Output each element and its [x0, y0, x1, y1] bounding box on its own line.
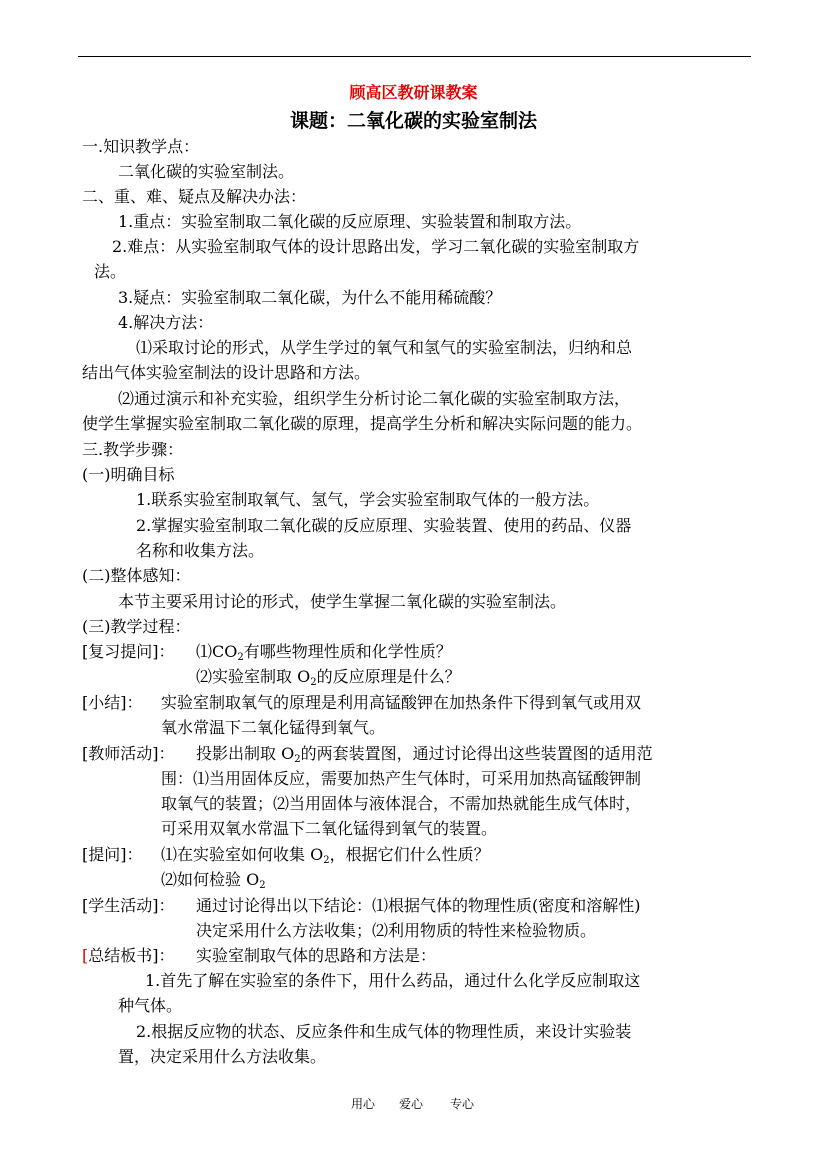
- teacher-activity-line-4: 可采用双氧水常温下二氧化锰得到氧气的装置。: [161, 819, 498, 838]
- goal-2-line-2: 名称和收集方法。: [136, 541, 265, 560]
- solution-1-line-1: ⑴采取讨论的形式，从学生学过的氧气和氢气的实验室制法，归纳和总: [136, 338, 633, 357]
- difficult-point-line-1: 2.难点：从实验室制取气体的设计思路出发，学习二氧化碳的实验室制取方: [112, 237, 640, 256]
- difficult-point-line-2: 法。: [94, 262, 127, 281]
- teacher-activity-line-2: 围：⑴当用固体反应，需要加热产生气体时，可采用加热高锰酸钾制: [161, 769, 642, 788]
- ask-question-2: ⑵如何检验 $O_2$: [161, 870, 266, 891]
- goal-2-line-1: 2.掌握实验室制取二氧化碳的反应原理、实验装置、使用的药品、仪器: [136, 516, 632, 535]
- summary-tag: [小结]：: [82, 693, 143, 712]
- section-1-heading: 一.知识教学点：: [82, 137, 200, 156]
- header-rule: [78, 56, 751, 57]
- solution-heading: 4.解决方法：: [118, 313, 214, 332]
- student-activity-line-2: 决定采用什么方法收集；⑵利用物质的特性来检验物质。: [196, 921, 597, 940]
- teacher-activity-tag: [教师活动]：: [82, 744, 175, 763]
- ask-tag: [提问]：: [82, 845, 143, 864]
- review-question-1: $⑴CO_2$有哪些物理性质和化学性质？: [196, 642, 452, 663]
- goal-1: 1.联系实验室制取氧气、氢气，学会实验室制取气体的一般方法。: [136, 490, 600, 509]
- overview-body: 本节主要采用讨论的形式，使学生掌握二氧化碳的实验室制法。: [118, 592, 567, 611]
- solution-2-line-1: ⑵通过演示和补充实验，组织学生分析讨论二氧化碳的实验室制取方法，: [118, 389, 631, 408]
- teacher-activity-line-1: 投影出制取 $O_2$的两套装置图，通过讨论得出这些装置图的适用范: [196, 744, 653, 765]
- section-1-body: 二氧化碳的实验室制法。: [118, 162, 295, 181]
- board-summary-body: 实验室制取气体的思路和方法是：: [196, 946, 437, 965]
- footer-word-2: 爱心: [399, 1097, 424, 1111]
- footer-word-1: 用心: [351, 1097, 376, 1111]
- review-tag: [复习提问]：: [82, 642, 175, 661]
- board-item-1-line-2: 种气体。: [118, 996, 183, 1015]
- summary-line-2: 氧水常温下二氧化锰得到氧气。: [161, 718, 386, 737]
- student-activity-line-1: 通过讨论得出以下结论：⑴根据气体的物理性质(密度和溶解性): [196, 896, 641, 915]
- section-3-heading: 三.教学步骤：: [82, 440, 184, 459]
- student-activity-tag: [学生活动]：: [82, 896, 175, 915]
- subsection-overview-heading: (二)整体感知：: [82, 566, 191, 585]
- board-item-1-line-1: 1.首先了解在实验室的条件下，用什么药品，通过什么化学反应制取这: [145, 971, 641, 990]
- lesson-title: 课题：二氧化碳的实验室制法: [289, 110, 537, 132]
- solution-1-line-2: 结出气体实验室制法的设计思路和方法。: [82, 363, 371, 382]
- summary-line-1: 实验室制取氧气的原理是利用高锰酸钾在加热条件下得到氧气或用双: [161, 693, 642, 712]
- subsection-goals-heading: (一)明确目标: [82, 465, 175, 484]
- board-summary-tag: [总结板书]：: [82, 946, 175, 965]
- board-item-2-line-1: 2.根据反应物的状态、反应条件和生成气体的物理性质，来设计实验装: [136, 1022, 632, 1041]
- solution-2-line-2: 使学生掌握实验室制取二氧化碳的原理，提高学生分析和解决实际问题的能力。: [82, 414, 643, 433]
- teacher-activity-line-3: 取氧气的装置；⑵当用固体与液体混合，不需加热就能生成气体时，: [161, 794, 642, 813]
- board-item-2-line-2: 置，决定采用什么方法收集。: [118, 1047, 327, 1066]
- doubt-point: 3.疑点：实验室制取二氧化碳，为什么不能用稀硫酸？: [118, 288, 502, 307]
- section-2-heading: 二、重、难、疑点及解决办法：: [82, 187, 307, 206]
- review-question-2: ⑵实验室制取 $O_2$的反应原理是什么？: [196, 667, 461, 688]
- subsection-process-heading: (三)教学过程：: [82, 617, 191, 636]
- ask-question-1: ⑴在实验室如何收集 $O_2$，根据它们什么性质？: [161, 845, 490, 866]
- key-point: 1.重点：实验室制取二氧化碳的反应原理、实验装置和制取方法。: [118, 212, 582, 231]
- org-title: 顾高区教研课教案: [349, 83, 478, 102]
- footer-word-3: 专心: [450, 1097, 475, 1111]
